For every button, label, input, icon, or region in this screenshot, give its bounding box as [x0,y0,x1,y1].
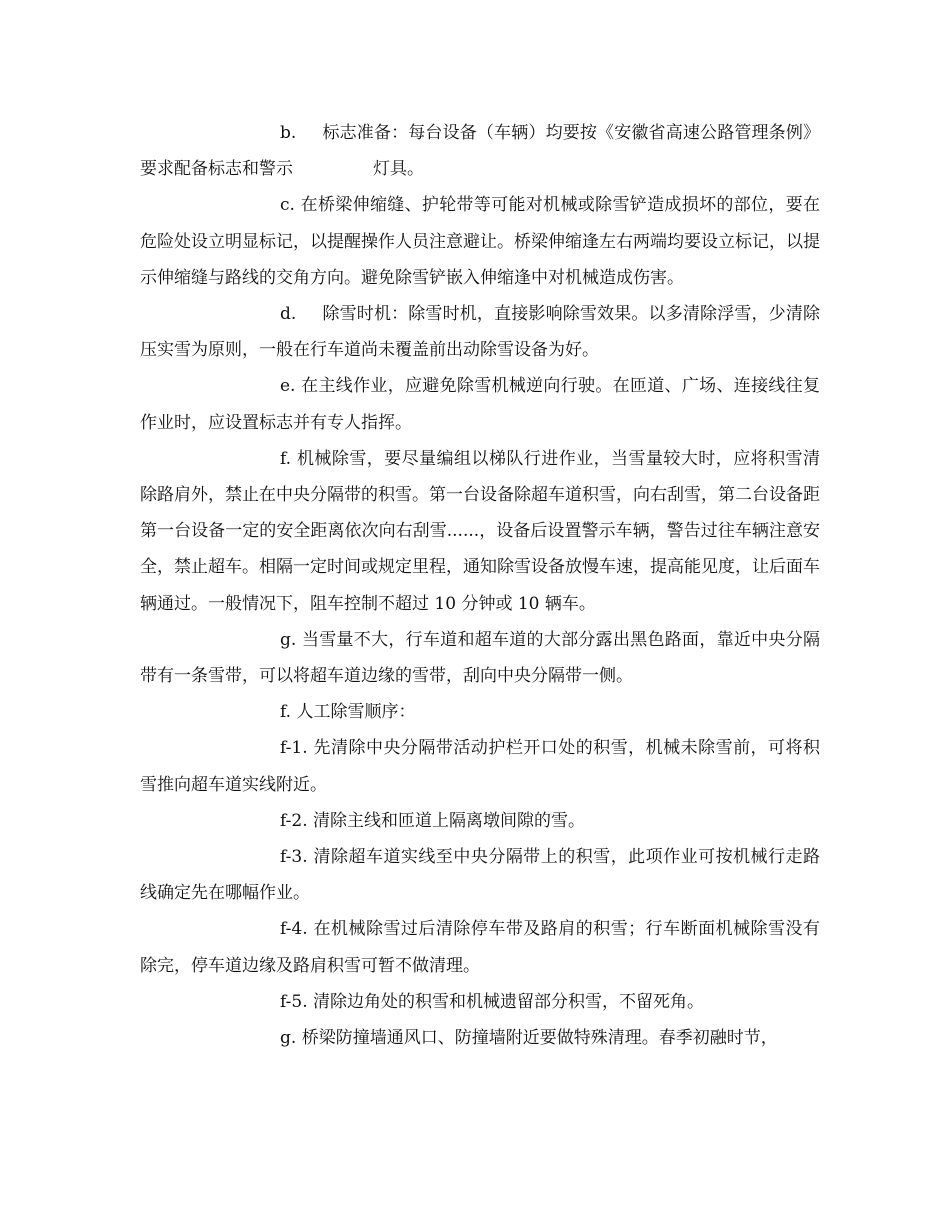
paragraph-d-marker: d. [280,304,297,325]
paragraph-f-5: f-5. 清除边角处的积雪和机械遗留部分积雪，不留死角。 [280,991,705,1012]
paragraph-f-3: f-3. 清除超车道实线至中央分隔带上的积雪，此项作业可按机械行走路线确定先在哪幅作业。 [140,847,820,904]
paragraph-g: g. 当雪量不大，行车道和超车道的大部分露出黑色路面，靠近中央分隔带有一条雪带，可以将超车道边缘的雪带，刮向中央分隔带一侧。 [140,629,820,687]
paragraph-d [140,296,820,368]
paragraph-c: c. 在桥梁伸缩缝、护轮带等可能对机械或除雪铲造成损坏的部位，要在危险处设立明显标记，以提醒操作人员注意避让。桥梁伸缩逢左右两端均要设立标记，以提示伸缩缝与路线的交角方向。避免除雪铲嵌入伸缩逢中对机械造成伤害。 [140,195,820,288]
document-body [140,115,820,1056]
paragraph-b-marker: b. [280,123,297,143]
paragraph-f-4: f-4. 在机械除雪过后清除停车带及路肩的积雪；行车断面机械除雪没有除完，停车道边缘及路肩积雪可暂不做清理。 [140,919,820,976]
paragraph-b [140,115,820,187]
paragraph-d-text: 除雪时机：除雪时机，直接影响除雪效果。以多清除浮雪，少清除压实雪为原则，一般在行车道尚未覆盖前出动除雪设备为好。 [140,304,820,361]
paragraph-f-2: f-2. 清除主线和匝道上隔离墩间隙的雪。 [280,810,586,831]
paragraph-g2: g. 桥梁防撞墙通风口、防撞墙附近要做特殊清理。春季初融时节， [280,1028,778,1049]
paragraph-f: f. 机械除雪，要尽量编组以梯队行进作业，当雪量较大时，应将积雪清除路肩外，禁止在中央分隔带的积雪。第一台设备除超车道积雪，向右刮雪，第二台设备距第一台设备一定的安全距离依次向右刮雪......，设备后设置警示车辆，警告过往车辆注意安全，禁止超车。相隔一定时间或规定里程，通知除雪设备放慢车速，提高能见度，让后面车辆通过。一般情况下，阻车控制不超过 10 分钟或 10 辆车。 [140,448,820,614]
paragraph-b-text: 标志准备：每台设备（车辆）均要按《安徽省高速公路管理条例》要求配备标志和警示 [140,123,820,180]
paragraph-b-tail: 灯具。 [373,159,424,180]
paragraph-f-1: f-1. 先清除中央分隔带活动护栏开口处的积雪，机械未除雪前，可将积雪推向超车道实线附近。 [140,738,820,795]
paragraph-f-manual: f. 人工除雪顺序： [280,702,416,723]
paragraph-e: e. 在主线作业，应避免除雪机械逆向行驶。在匝道、广场、连接线往复作业时，应设置标志并有专人指挥。 [140,376,820,433]
